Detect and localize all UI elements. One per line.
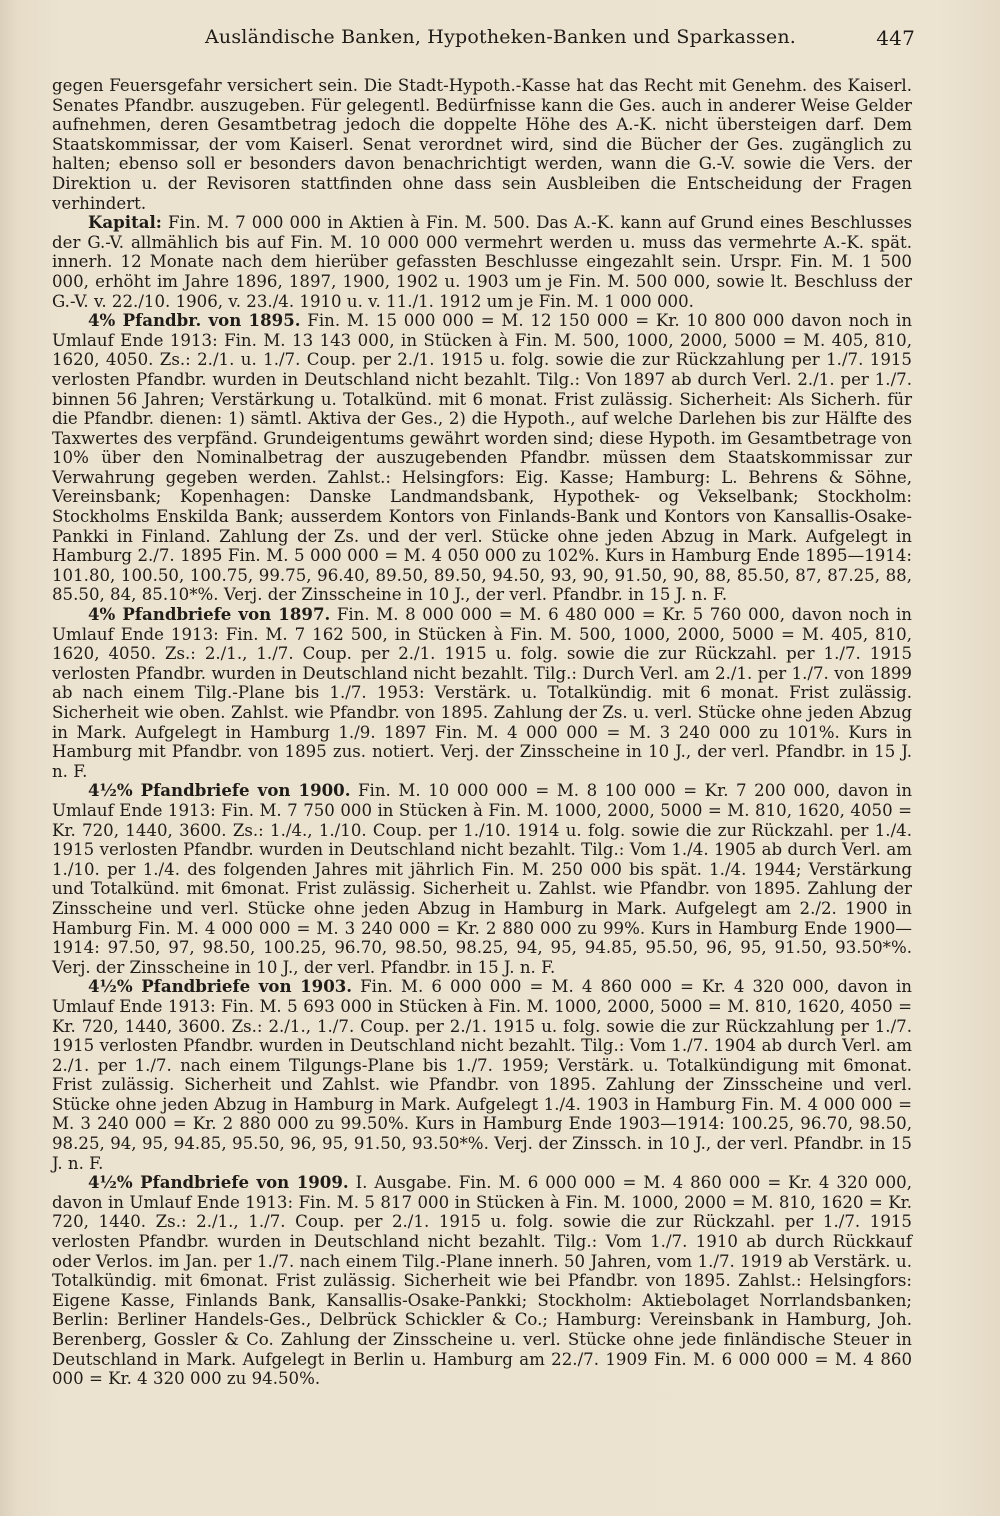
section-heading: 4½% Pfandbriefe von 1909.	[88, 1172, 349, 1193]
page-number: 447	[876, 26, 915, 50]
paragraph-text: Fin. M. 8 000 000 = M. 6 480 000 = Kr. 5 760 000, davon noch in Umlauf Ende 1913: Fin. M. 7 162 500, in Stücken à Fin. M. 500, 1000, 2000, 5000 = M. 405, 810, 1620, 4050. Zs.: 2./1., 1./7. Coup. per 2./1. 1915 u. folg. sowie die zur Rückzahl. per 1./7. 1915 verlosten Pfandbr. wurden in Deutschland nicht bezahlt. Tilg.: Durch Verl. am 2./1. per 1./7. von 1899 ab nach einem Tilg.-Plane bis 1./7. 1953: Verstärk. u. Totalkündig. mit 6 monat. Frist zulässig. Sicherheit wie oben. Zahlst. wie Pfandbr. von 1895. Zahlung der Zs. u. verl. Stücke ohne jeden Abzug in Mark. Aufgelegt in Hamburg 1./9. 1897 Fin. M. 4 000 000 = M. 3 240 000 zu 101%. Kurs in Hamburg mit Pfandbr. von 1895 zus. notiert. Verj. der Zinsscheine in 10 J., der verl. Pfandbr. in 15 J. n. F.	[52, 605, 912, 781]
header-title: Ausländische Banken, Hypotheken-Banken und Sparkassen.	[205, 26, 797, 48]
paragraph-text: I. Ausgabe. Fin. M. 6 000 000 = M. 4 860 000 = Kr. 4 320 000, davon in Umlauf Ende 1913: Fin. M. 5 817 000 in Stücken à Fin. M. 1000, 2000 = M. 810, 1620 = Kr. 720, 1440. Zs.: 2./1., 1./7. Coup. per 2./1. 1915 u. folg. sowie die zur Rückzahl. per 1./7. 1915 verlosten Pfandbr. wurden in Deutschland nicht bezahlt. Tilg.: Vom 1./7. 1910 ab durch Rückkauf oder Verlos. im Jan. per 1./7. nach einem Tilg.-Plane innerh. 50 Jahren, vom 1./7. 1919 ab Verstärk. u. Totalkündig. mit 6monat. Frist zulässig. Sicherheit wie bei Pfandbr. von 1895. Zahlst.: Helsingfors: Eigene Kasse, Finlands Bank, Kansallis-Osake-Pankki; Stockholm: Aktiebolaget Norrlandsbanken; Berlin: Berliner Handels-Ges., Delbrück Schickler & Co.; Hamburg: Vereinsbank in Hamburg, Joh. Berenberg, Gossler & Co. Zahlung der Zinsscheine u. verl. Stücke ohne jede finländische Steuer in Deutschland in Mark. Aufgelegt in Berlin u. Hamburg am 22./7. 1909 Fin. M. 6 000 000 = M. 4 860 000 = Kr. 4 320 000 zu 94.50%.	[52, 1173, 912, 1389]
section-heading: 4½% Pfandbriefe von 1903.	[88, 976, 353, 997]
section-heading: Kapital:	[88, 212, 162, 233]
paragraph-intro	[52, 76, 912, 213]
paragraph-text: Fin. M. 15 000 000 = M. 12 150 000 = Kr. 10 800 000 davon noch in Umlauf Ende 1913: Fin. M. 13 143 000, in Stücken à Fin. M. 500, 1000, 2000, 5000 = M. 405, 810, 1620, 4050. Zs.: 2./1. u. 1./7. Coup. per 2./1. 1915 u. folg. sowie die zur Rückzahlung per 1./7. 1915 verlosten Pfandbr. wurden in Deutschland nicht bezahlt. Tilg.: Von 1897 ab durch Verl. 2./1. per 1./7. binnen 56 Jahren; Verstärkung u. Totalkünd. mit 6 monat. Frist zulässig. Sicherheit: Als Sicherh. für die Pfandbr. dienen: 1) sämtl. Aktiva der Ges., 2) die Hypoth., auf welche Darlehen bis zur Hälfte des Taxwertes des verpfänd. Grundeigentums gewährt worden sind; diese Hypoth. im Gesamtbetrage von 10% über den Nominalbetrag der auszugebenden Pfandbr. müssen dem Staatskommissar zur Verwahrung gegeben werden. Zahlst.: Helsingfors: Eig. Kasse; Hamburg: L. Behrens & Söhne, Vereinsbank; Kopenhagen: Danske Landmandsbank, Hypothek- og Vekselbank; Stockholm: Stockholms Enskilda Bank; ausserdem Kontors von Finlands-Bank und Kontors von Kansallis-Osake-Pankki in Finland. Zahlung der Zs. und der verl. Stücke ohne jeden Abzug in Mark. Aufgelegt in Hamburg 2./7. 1895 Fin. M. 5 000 000 = M. 4 050 000 zu 102%. Kurs in Hamburg Ende 1895—1914: 101.80, 100.50, 100.75, 99.75, 96.40, 89.50, 89.50, 94.50, 93, 90, 91.50, 90, 88, 85.50, 87, 87.25, 88, 85.50, 84, 85.10*%. Verj. der Zinsscheine in 10 J., der verl. Pfandbr. in 15 J. n. F.	[52, 311, 913, 605]
body-text	[52, 76, 912, 1389]
paragraph-text: Fin. M. 10 000 000 = M. 8 100 000 = Kr. 7 200 000, davon in Umlauf Ende 1913: Fin. M. 7 750 000 in Stücken à Fin. M. 1000, 2000, 5000 = M. 810, 1620, 4050 = Kr. 720, 1440, 3600. Zs.: 1./4., 1./10. Coup. per 1./10. 1914 u. folg. sowie die zur Rückzahl. per 1./4. 1915 verlosten Pfandbr. wurden in Deutschland nicht bezahlt. Tilg.: Vom 1./4. 1905 ab durch Verl. am 1./10. per 1./4. des folgenden Jahres mit jährlich Fin. M. 250 000 bis spät. 1./4. 1944; Verstärkung und Totalkünd. mit 6monat. Frist zulässig. Sicherheit u. Zahlst. wie Pfandbr. von 1895. Zahlung der Zinsscheine und verl. Stücke ohne jeden Abzug in Hamburg in Mark. Aufgelegt am 2./2. 1900 in Hamburg Fin. M. 4 000 000 = M. 3 240 000 = Kr. 2 880 000 zu 99%. Kurs in Hamburg Ende 1900—1914: 97.50, 97, 98.50, 100.25, 96.70, 98.50, 98.25, 94, 95, 94.85, 95.50, 96, 95, 91.50, 93.50*%. Verj. der Zinsscheine in 10 J., der verl. Pfandbr. in 15 J. n. F.	[52, 781, 913, 977]
paragraph-pfandbr-1897	[52, 605, 912, 781]
paragraph-kapital	[52, 213, 912, 311]
paragraph-pfandbr-1895	[52, 311, 912, 605]
paragraph-text: Fin. M. 7 000 000 in Aktien à Fin. M. 500. Das A.-K. kann auf Grund eines Beschlusses der G.-V. allmählich bis auf Fin. M. 10 000 000 vermehrt werden u. muss das vermehrte A.-K. spät. innerh. 12 Monate nach dem hierüber gefassten Beschlusse eingezahlt sein. Urspr. Fin. M. 1 500 000, erhöht im Jahre 1896, 1897, 1900, 1902 u. 1903 um je Fin. M. 500 000, sowie lt. Beschluss der G.-V. v. 22./10. 1906, v. 23./4. 1910 u. v. 11./1. 1912 um je Fin. M. 1 000 000.	[52, 213, 912, 311]
section-heading: 4% Pfandbr. von 1895.	[88, 310, 301, 331]
paragraph-pfandbr-1900	[52, 781, 912, 977]
running-header	[205, 26, 915, 56]
paragraph-pfandbr-1909	[52, 1173, 912, 1389]
paragraph-pfandbr-1903	[52, 977, 912, 1173]
paragraph-text: Fin. M. 6 000 000 = M. 4 860 000 = Kr. 4 320 000, davon in Umlauf Ende 1913: Fin. M. 5 693 000 in Stücken à Fin. M. 1000, 2000, 5000 = M. 810, 1620, 4050 = Kr. 720, 1440, 3600. Zs.: 2./1., 1./7. Coup. per 2./1. 1915 u. folg. sowie die zur Rückzahlung per 1./7. 1915 verlosten Pfandbr. wurden in Deutschland nicht bezahlt. Tilg.: Vom 1./7. 1904 ab durch Verl. am 2./1. per 1./7. nach einem Tilgungs-Plane bis 1./7. 1959; Verstärk. u. Totalkündigung mit 6monat. Frist zulässig. Sicherheit und Zahlst. wie Pfandbr. von 1895. Zahlung der Zinsscheine und verl. Stücke ohne jeden Abzug in Hamburg in Mark. Aufgelegt 1./4. 1903 in Hamburg Fin. M. 4 000 000 = M. 3 240 000 = Kr. 2 880 000 zu 99.50%. Kurs in Hamburg Ende 1903—1914: 100.25, 96.70, 98.50, 98.25, 94, 95, 94.85, 95.50, 96, 95, 91.50, 93.50*%. Verj. der Zinssch. in 10 J., der verl. Pfandbr. in 15 J. n. F.	[52, 977, 912, 1173]
section-heading: 4½% Pfandbriefe von 1900.	[88, 780, 351, 801]
paragraph-text: gegen Feuersgefahr versichert sein. Die Stadt-Hypoth.-Kasse hat das Recht mit Genehm. des Kaiserl. Senates Pfandbr. auszugeben. Für gelegentl. Bedürfnisse kann die Ges. auch in anderer Weise Gelder aufnehmen, deren Gesamtbetrag jedoch die doppelte Höhe des A.-K. nicht übersteigen darf. Dem Staatskommissar, der vom Kaiserl. Senat verordnet wird, sind die Bücher der Ges. zugänglich zu halten; ebenso soll er besonders davon benachrichtigt werden, wann die G.-V. sowie die Vers. der Direktion u. der Revisoren stattfinden ohne dass sein Ausbleiben die Entscheidung der Fragen verhindert.	[52, 76, 912, 213]
section-heading: 4% Pfandbriefe von 1897.	[88, 604, 331, 625]
